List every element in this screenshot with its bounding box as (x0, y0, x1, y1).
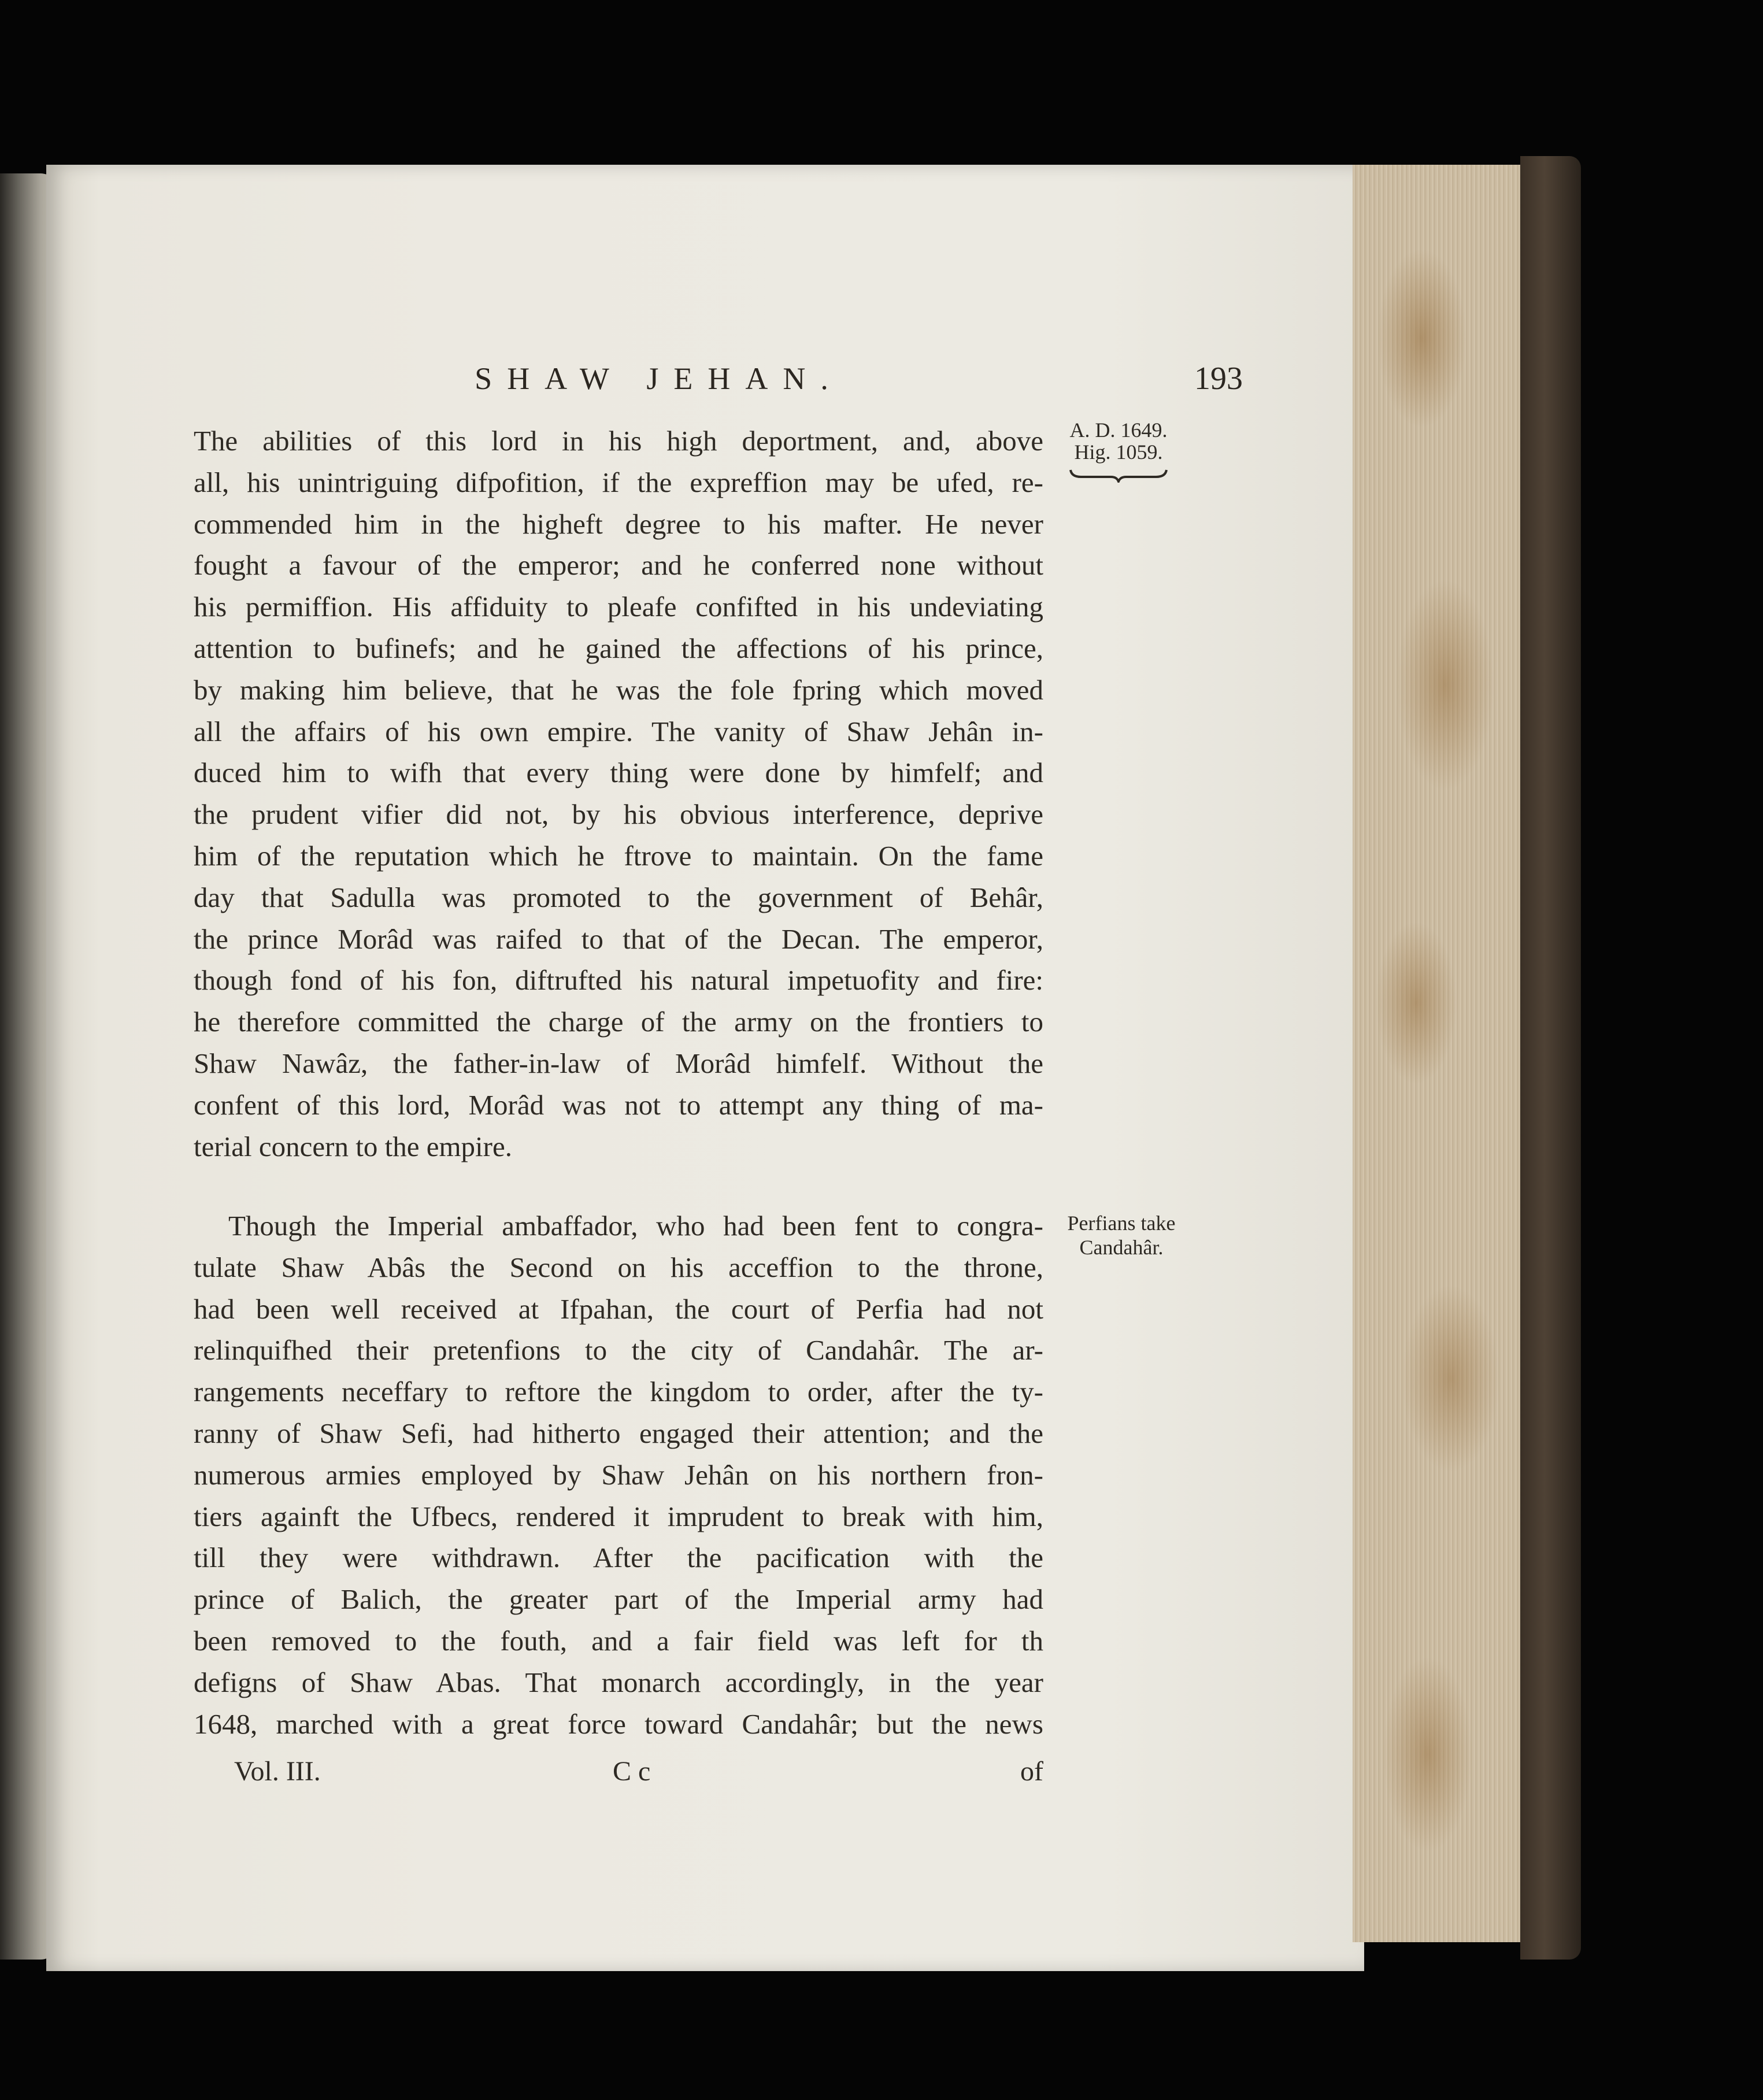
side-heading (1058, 1211, 1185, 1260)
text-line: rangements neceffary to reftore the kingdom to order, after the ty- (194, 1376, 1043, 1408)
text-line: till they were withdrawn. After the pacification with the (194, 1542, 1043, 1574)
text-line: Shaw Nawâz, the father-in-law of Morâd himfelf. Without the (194, 1047, 1043, 1079)
book-cover-edge (1520, 156, 1581, 1960)
text-line: though fond of his fon, diftrufted his natural impetuofity and fire: (194, 964, 1043, 997)
text-line: duced him to wifh that every thing were done by himfelf; and (194, 757, 1043, 789)
page-header (46, 355, 1370, 413)
text-line: him of the reputation which he ftrove to maintain. On the fame (194, 839, 1043, 872)
paragraph-2 (194, 1205, 1043, 1745)
text-line: the prudent vifier did not, by his obvious interference, deprive (194, 798, 1043, 831)
running-title: SHAW JEHAN. (475, 361, 843, 396)
signature-mark: C c (613, 1756, 651, 1787)
text-line: by making him believe, that he was the fole fpring which moved (194, 673, 1043, 706)
text-line: 1648, marched with a great force toward Candahâr; but the news (194, 1708, 1043, 1740)
date-line-ad: A. D. 1649. (1069, 418, 1168, 442)
text-line: all the affairs of his own empire. The vanity of Shaw Jehân in- (194, 715, 1043, 747)
text-line: defigns of Shaw Abas. That monarch accordingly, in the year (194, 1666, 1043, 1698)
side-heading-line: Perfians take (1067, 1212, 1176, 1235)
text-line: been removed to the fouth, and a fair field was left for th (194, 1624, 1043, 1657)
text-line: all, his unintriguing difpofition, if the expreffion may be ufed, re- (194, 466, 1043, 498)
side-heading-line: Candahâr. (1079, 1236, 1164, 1259)
text-line: attention to bufinefs; and he gained the affections of his prince, (194, 632, 1043, 664)
text-line: Though the Imperial ambaffador, who had been fent to congra- (228, 1210, 1043, 1242)
paragraph-1 (194, 420, 1043, 1167)
text-line: prince of Balich, the greater part of the Imperial army had (194, 1583, 1043, 1616)
catchword: of (1020, 1756, 1043, 1787)
text-line: The abilities of this lord in his high deportment, and, above (194, 425, 1043, 457)
text-line: terial concern to the empire. (194, 1130, 512, 1162)
volume-label: Vol. III. (234, 1756, 321, 1787)
text-line: he therefore committed the charge of the army on the frontiers to (194, 1006, 1043, 1038)
date-line-hijri: Hig. 1059. (1074, 440, 1163, 464)
text-line: tulate Shaw Abâs the Second on his acceffion to the throne, (194, 1251, 1043, 1283)
text-line: numerous armies employed by Shaw Jehân on his northern fron- (194, 1458, 1043, 1491)
text-line: his permiffion. His affiduity to pleafe confifted in his undeviating (194, 591, 1043, 623)
text-line: tiers againft the Ufbecs, rendered it imprudent to break with him, (194, 1500, 1043, 1532)
text-line: had been well received at Ifpahan, the court of Perfia had not (194, 1292, 1043, 1325)
text-line: confent of this lord, Morâd was not to attempt any thing of ma- (194, 1088, 1043, 1121)
text-line: commended him in the higheft degree to his mafter. He never (194, 508, 1043, 540)
date-margin-note (1055, 419, 1182, 483)
text-line: day that Sadulla was promoted to the government of Behâr, (194, 881, 1043, 913)
text-line: fought a favour of the emperor; and he conferred none without (194, 549, 1043, 582)
text-line: ranny of Shaw Sefi, had hitherto engaged their attention; and the (194, 1417, 1043, 1449)
page-number: 193 (1194, 361, 1243, 397)
text-line: relinquifhed their pretenfions to the city of Candahâr. The ar- (194, 1334, 1043, 1366)
brace-icon (1069, 468, 1168, 483)
page-footer (194, 1751, 1043, 1792)
page-block-edge (1353, 165, 1526, 1942)
text-line: the prince Morâd was raifed to that of the Decan. The emperor, (194, 923, 1043, 955)
